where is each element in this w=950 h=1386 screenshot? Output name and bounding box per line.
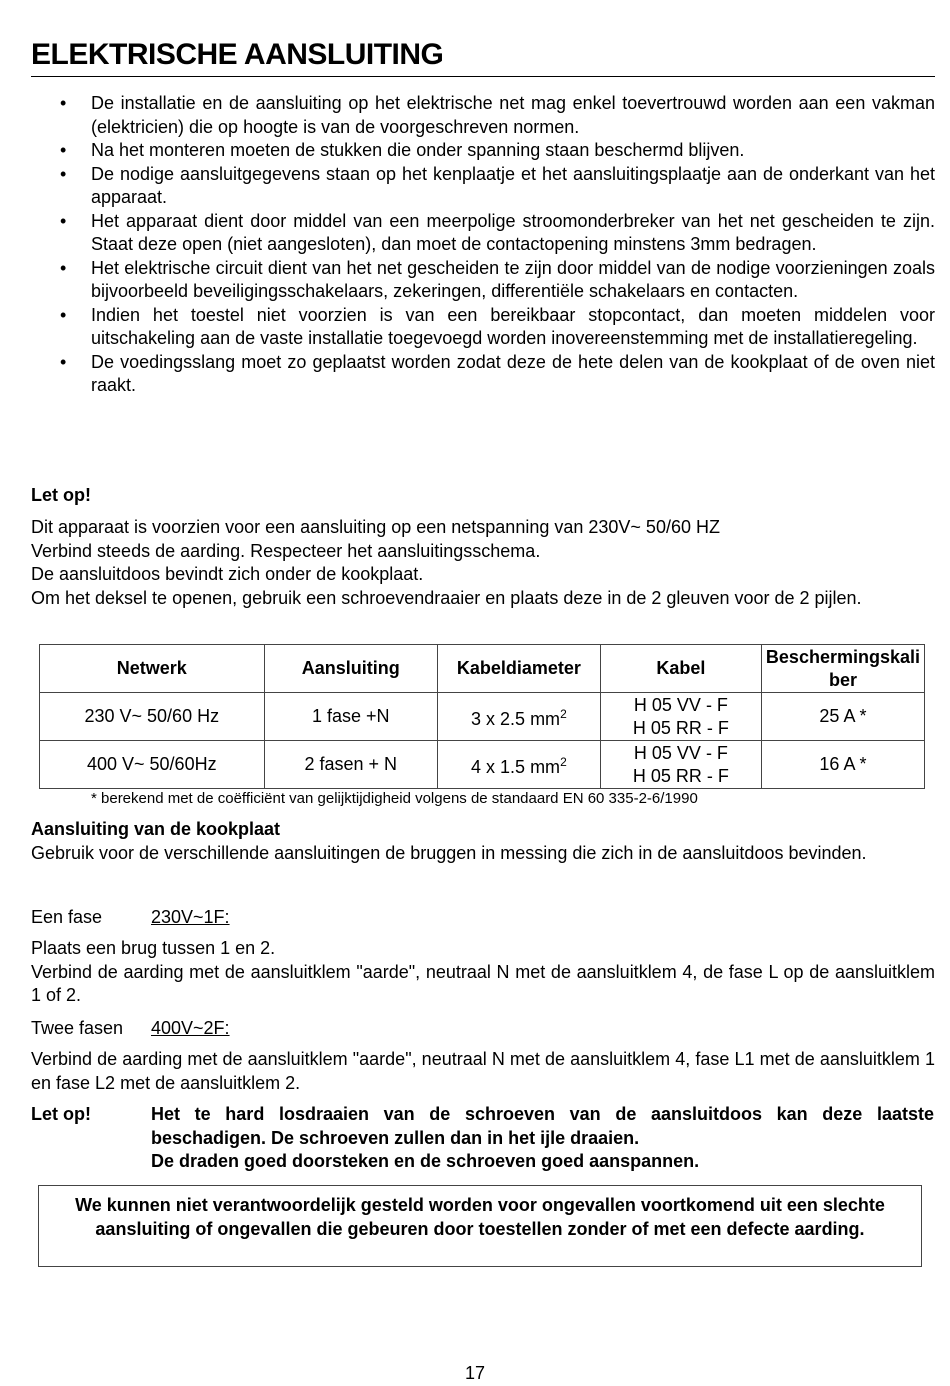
table-row xyxy=(40,693,925,741)
page-title: ELEKTRISCHE AANSLUITING xyxy=(31,36,935,77)
list-item: • Het elektrische circuit dient van het net gescheiden te zijn door middel van de nodige voorzieningen zoals bijvoorbeeld beveiligingsschakelaars, zekeringen, differentiële schakelaars en contacten. xyxy=(31,257,935,304)
kabeldiameter-value: 4 x 1.5 mm xyxy=(471,756,561,777)
een-fase-line: Plaats een brug tussen 1 en 2. xyxy=(31,938,276,958)
table-header-row xyxy=(40,645,925,693)
page-number: 17 xyxy=(464,1363,486,1383)
list-item: • Na het monteren moeten de stukken die onder spanning staan beschermd blijven. xyxy=(31,139,935,163)
letop-text xyxy=(31,516,935,610)
table-row xyxy=(40,741,925,789)
superscript: 2 xyxy=(560,754,567,769)
kabel-type: H 05 RR - F xyxy=(632,765,729,786)
disclaimer-box: We kunnen niet verantwoordelijk gesteld worden voor ongevallen voortkomend uit een slechte aansluiting of ongevallen die gebeuren door toestellen zonder of met een defecte aarding. xyxy=(38,1185,922,1267)
kookplaat-heading: Aansluiting van de kookplaat xyxy=(31,819,281,839)
twee-fasen-label: Twee fasen xyxy=(31,1018,124,1038)
een-fase-text xyxy=(31,937,935,1008)
bullet-list xyxy=(31,92,935,398)
header-kabel: Kabel xyxy=(600,645,761,693)
list-item: • Indien het toestel niet voorzien is van een bereikbaar stopcontact, dan moeten middelen voor uitschakeling aan de vaste installatie toegevoegd worden inovereenstemming met de installatieregeling. xyxy=(31,304,935,351)
kabel-type: H 05 RR - F xyxy=(632,717,729,738)
cell-netwerk: 230 V~ 50/60 Hz xyxy=(40,693,265,741)
twee-fasen-value: 400V~2F: xyxy=(151,1018,230,1038)
twee-fasen-heading xyxy=(31,1017,935,1041)
cell-kabel xyxy=(600,693,761,741)
letop-line: Om het deksel te openen, gebruik een schroevendraaier en plaats deze in de 2 gleuven voor de 2 pijlen. xyxy=(31,587,862,608)
een-fase-value: 230V~1F: xyxy=(151,907,230,927)
cell-kaliber: 25 A * xyxy=(761,693,924,741)
cell-kabeldiameter xyxy=(437,741,600,789)
een-fase-line: Verbind de aarding met de aansluitklem "aarde", neutraal N met de aansluitklem 4, de fase L op de aansluitklem 1 of 2. xyxy=(31,961,935,1005)
header-aansluiting: Aansluiting xyxy=(264,645,437,693)
cell-aansluiting: 1 fase +N xyxy=(264,693,437,741)
header-netwerk: Netwerk xyxy=(40,645,265,693)
kookplaat-text: Gebruik voor de verschillende aansluitingen de bruggen in messing die zich in de aansluitdoos bevinden. xyxy=(31,843,867,863)
superscript: 2 xyxy=(560,706,567,721)
kabeldiameter-value: 3 x 2.5 mm xyxy=(471,708,561,729)
letop-line: Verbind steeds de aarding. Respecteer het aansluitingsschema. xyxy=(31,540,541,561)
twee-fasen-text: Verbind de aarding met de aansluitklem "aarde", neutraal N met de aansluitklem 4, fase L1 met de aansluitklem 1 en fase L2 met de aansluitklem 2. xyxy=(31,1049,935,1093)
kabel-type: H 05 VV - F xyxy=(633,694,728,715)
letop-line: Dit apparaat is voorzien voor een aansluiting op een netspanning van 230V~ 50/60 HZ xyxy=(31,517,720,537)
specification-table xyxy=(39,644,925,789)
een-fase-heading xyxy=(31,906,935,930)
cell-kabel xyxy=(600,741,761,789)
letop-heading: Let op! xyxy=(31,485,91,505)
header-kabeldiameter: Kabeldiameter xyxy=(437,645,600,693)
cell-netwerk: 400 V~ 50/60Hz xyxy=(40,741,265,789)
kabel-type: H 05 VV - F xyxy=(633,742,728,763)
list-item: • Het apparaat dient door middel van een meerpolige stroomonderbreker van het net gescheiden te zijn. Staat deze open (niet aangesloten), dan moet de contactopening minstens 3mm bedragen. xyxy=(31,210,935,257)
list-item: • De installatie en de aansluiting op het elektrische net mag enkel toevertrouwd worden aan een vakman (elektricien) die op hoogte is van de voorgeschreven normen. xyxy=(31,92,935,139)
header-beschermingskaliber: Beschermingskaliber xyxy=(761,645,924,693)
cell-kabeldiameter xyxy=(437,693,600,741)
een-fase-label: Een fase xyxy=(31,907,103,927)
cell-aansluiting: 2 fasen + N xyxy=(264,741,437,789)
letop-line: De aansluitdoos bevindt zich onder de kookplaat. xyxy=(31,564,424,584)
letop-warning-text xyxy=(151,1103,934,1174)
letop-warning-label: Let op! xyxy=(31,1104,91,1124)
letop-warning-line: Het te hard losdraaien van de schroeven van de aansluitdoos kan deze laatste beschadigen. De schroeven zullen dan in het ijle draaien. xyxy=(151,1104,934,1148)
list-item: • De voedingsslang moet zo geplaatst worden zodat deze de hete delen van de kookplaat of de oven niet raakt. xyxy=(31,351,935,398)
table-footnote: * berekend met de coëfficiënt van gelijktijdigheid volgens de standaard EN 60 335-2-6/1990 xyxy=(91,790,698,807)
list-item: • De nodige aansluitgegevens staan op het kenplaatje et het aansluitingsplaatje aan de onderkant van het apparaat. xyxy=(31,163,935,210)
letop-warning-line: De draden goed doorsteken en de schroeven goed aanspannen. xyxy=(151,1151,700,1171)
cell-kaliber: 16 A * xyxy=(761,741,924,789)
